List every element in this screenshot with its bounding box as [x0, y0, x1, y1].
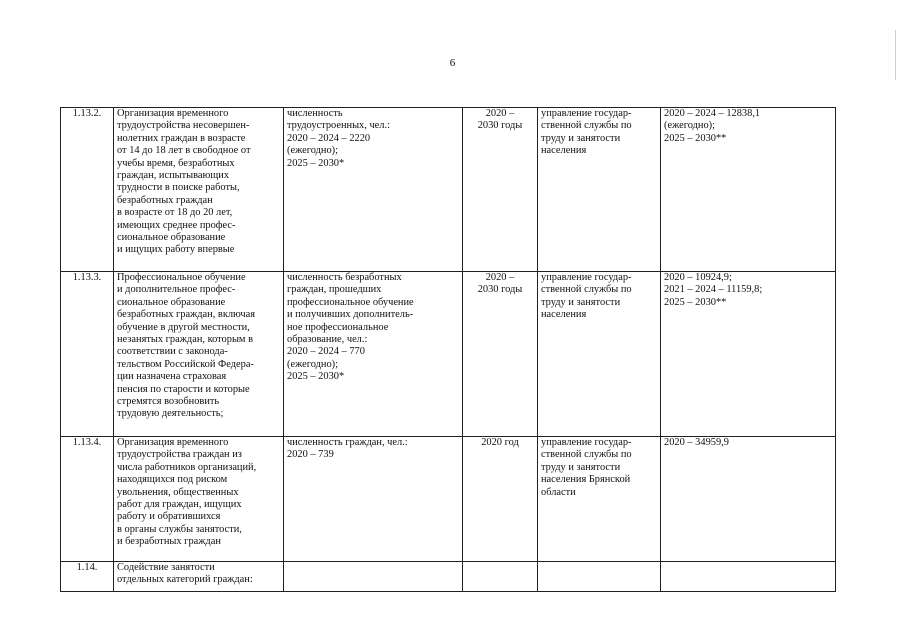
cell-line: (ежегодно); — [287, 145, 339, 157]
cell-line: соответствии с законода- — [117, 346, 228, 358]
cell-line: Организация временного — [117, 108, 229, 119]
cell-line: трудовую деятельность; — [117, 408, 224, 420]
cell-line: 2025 – 2030** — [664, 296, 727, 308]
cell-line: ственной службы по — [541, 284, 632, 296]
table-body — [61, 108, 836, 592]
cell-line: 2020 – 739 — [287, 449, 334, 461]
cell-line: отдельных категорий граждан: — [117, 574, 253, 586]
cell-line: 2020 – 2024 – 2220 — [287, 132, 371, 144]
cell-funding — [661, 108, 836, 272]
cell-line: Профессиональное обучение — [117, 272, 246, 283]
cell-activity — [114, 272, 284, 437]
cell-number: 1.13.4. — [61, 437, 114, 562]
table-row — [61, 272, 836, 437]
cell-line: 2020 – 2024 – 12838,1 — [664, 108, 761, 119]
scan-edge-mark — [895, 30, 896, 80]
cell-line: находящихся под риском — [117, 474, 228, 486]
cell-line: труду и занятости — [541, 461, 621, 473]
program-activities-table — [60, 107, 836, 592]
cell-line: числа работников организаций, — [117, 461, 257, 473]
cell-executor — [538, 272, 661, 437]
cell-line: 2020 – — [485, 272, 515, 283]
cell-line: трудоустройства несовершен- — [117, 120, 250, 132]
cell-funding — [661, 562, 836, 592]
cell-executor — [538, 108, 661, 272]
table-row — [61, 108, 836, 272]
cell-activity — [114, 108, 284, 272]
cell-activity — [114, 437, 284, 562]
cell-line: ственной службы по — [541, 120, 632, 132]
cell-line: 2020 – 10924,9; — [664, 272, 732, 283]
cell-line: 2020 – 34959,9 — [664, 437, 729, 448]
cell-line: населения — [541, 145, 587, 157]
cell-line: нолетних граждан в возрасте — [117, 132, 246, 144]
cell-line: населения — [541, 309, 587, 321]
cell-line: работ для граждан, ищущих — [117, 499, 242, 511]
cell-number: 1.13.2. — [61, 108, 114, 272]
cell-indicator — [284, 108, 463, 272]
cell-line: ции назначена страховая — [117, 371, 227, 383]
cell-number: 1.13.3. — [61, 272, 114, 437]
cell-line: (ежегодно); — [664, 120, 716, 132]
cell-line: увольнения, общественных — [117, 486, 239, 498]
cell-line: профессиональное обучение — [287, 296, 414, 308]
cell-line: и безработных граждан — [117, 536, 221, 548]
cell-line: имеющих среднее профес- — [117, 219, 236, 231]
cell-line: в органы службы занятости, — [117, 523, 242, 535]
cell-period — [463, 437, 538, 562]
cell-line: управление государ- — [541, 272, 632, 283]
cell-period — [463, 272, 538, 437]
cell-line: сиональное образование — [117, 232, 226, 244]
cell-line: трудоустроенных, чел.: — [287, 120, 390, 132]
cell-line: учебы время, безработных — [117, 157, 235, 169]
cell-line: граждан, прошедших — [287, 284, 382, 296]
cell-executor — [538, 437, 661, 562]
cell-line: труду и занятости — [541, 132, 621, 144]
cell-line: 2020 год — [481, 437, 519, 448]
cell-line: тельством Российской Федера- — [117, 358, 254, 370]
cell-line: Организация временного — [117, 437, 229, 448]
cell-line: образование, чел.: — [287, 334, 368, 346]
table-row — [61, 437, 836, 562]
cell-line: граждан, испытывающих — [117, 170, 230, 182]
cell-line: 2030 годы — [477, 120, 523, 132]
cell-line: численность — [287, 108, 343, 119]
cell-line: численность безработных — [287, 272, 402, 283]
cell-line: труду и занятости — [541, 296, 621, 308]
cell-line: и ищущих работу впервые — [117, 244, 235, 256]
cell-line: численность граждан, чел.: — [287, 437, 408, 448]
cell-activity — [114, 562, 284, 592]
cell-line: 2025 – 2030* — [287, 157, 345, 169]
cell-line: трудности в поиске работы, — [117, 182, 240, 194]
cell-funding — [661, 272, 836, 437]
cell-line: ное профессиональное — [287, 321, 389, 333]
cell-line: (ежегодно); — [287, 358, 339, 370]
cell-line: 2021 – 2024 – 11159,8; — [664, 284, 763, 296]
cell-line: 2020 – — [485, 108, 515, 119]
cell-line: управление государ- — [541, 437, 632, 448]
cell-line: области — [541, 486, 576, 498]
cell-line: незанятых граждан, которым в — [117, 334, 254, 346]
cell-line: 2025 – 2030* — [287, 371, 345, 383]
cell-period — [463, 562, 538, 592]
cell-line: безработных граждан, включая — [117, 309, 256, 321]
cell-indicator — [284, 272, 463, 437]
cell-line: в возрасте от 18 до 20 лет, — [117, 207, 233, 219]
cell-line: ственной службы по — [541, 449, 632, 461]
cell-period — [463, 108, 538, 272]
cell-line: 2030 годы — [477, 284, 523, 296]
cell-line: стремятся возобновить — [117, 396, 220, 408]
cell-line: сиональное образование — [117, 296, 226, 308]
cell-line: трудоустройства граждан из — [117, 449, 242, 461]
cell-line: работу и обратившихся — [117, 511, 221, 523]
cell-line: безработных граждан — [117, 194, 213, 206]
cell-number: 1.14. — [61, 562, 114, 592]
cell-line: населения Брянской — [541, 474, 631, 486]
page-number: 6 — [449, 57, 456, 69]
cell-executor — [538, 562, 661, 592]
cell-line: обучение в другой местности, — [117, 321, 250, 333]
cell-line: управление государ- — [541, 108, 632, 119]
cell-indicator — [284, 437, 463, 562]
cell-funding — [661, 437, 836, 562]
cell-indicator — [284, 562, 463, 592]
cell-line: от 14 до 18 лет в свободное от — [117, 145, 251, 157]
cell-line: и получивших дополнитель- — [287, 309, 414, 321]
cell-line: 2020 – 2024 – 770 — [287, 346, 365, 358]
cell-line: 2025 – 2030** — [664, 132, 727, 144]
cell-line: Содействие занятости — [117, 562, 215, 573]
cell-line: и дополнительное профес- — [117, 284, 236, 296]
cell-line: пенсия по старости и которые — [117, 383, 250, 395]
table-row — [61, 562, 836, 592]
